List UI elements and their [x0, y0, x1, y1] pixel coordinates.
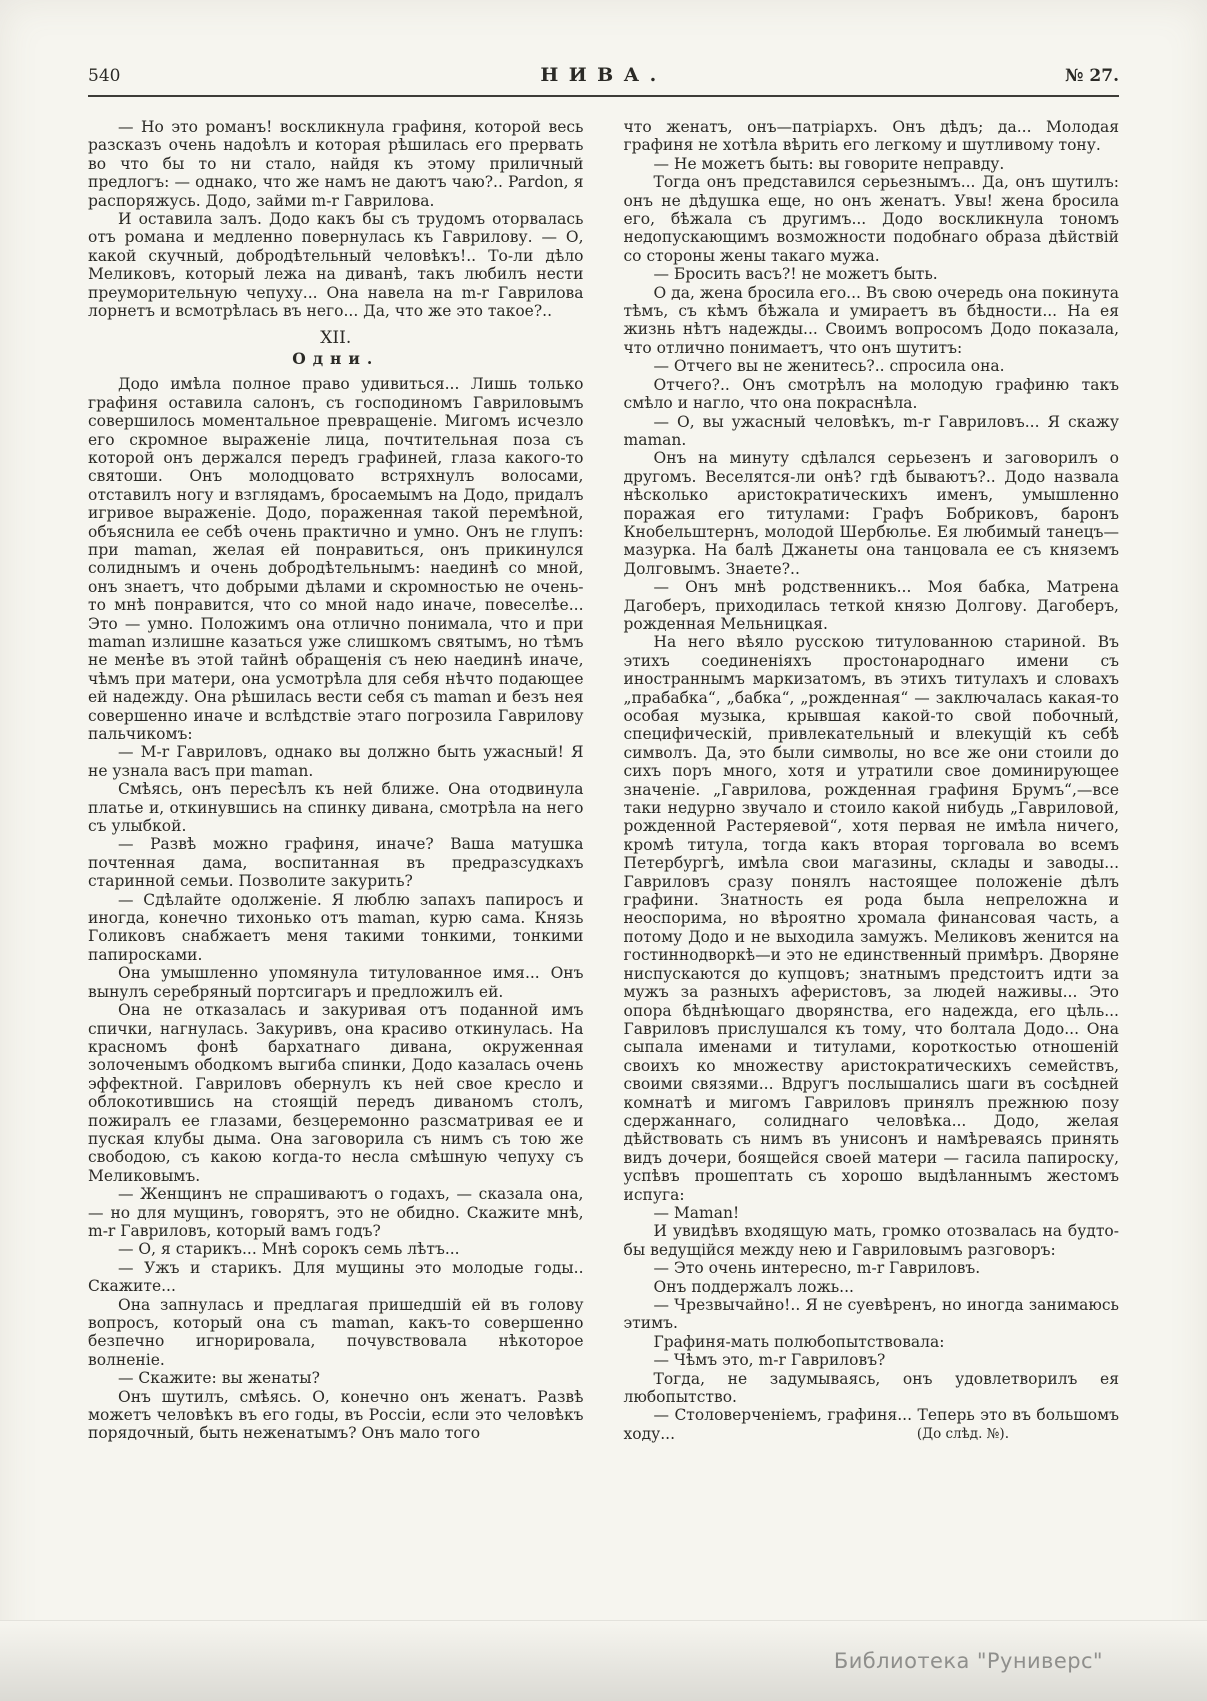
paragraph: — О, я старикъ... Мнѣ сорокъ семь лѣтъ... — [118, 1240, 460, 1259]
paragraph: Онъ поддержалъ ложь... — [653, 1277, 854, 1296]
paragraph: И увидѣвъ входящую мать, громко отозвалась на будто-бы ведущійся между нею и Гавриловымъ разговоръ: — [623, 1222, 1119, 1259]
section-heading: XII. — [320, 328, 352, 349]
paragraph: Тогда, не задумываясь, онъ удовлетворилъ ея любопытство. — [623, 1369, 1119, 1407]
paragraph: — M-r Гавриловъ, однако вы должно быть ужасный! Я не узнала васъ при maman. — [88, 743, 584, 780]
paragraph: — Не можетъ быть: вы говорите неправду. — [653, 154, 1005, 173]
paragraph: На него вѣяло русскою титулованною стариной. Въ этихъ соединеніяхъ простонароднаго имени съ иностраннымъ маркизатомъ, въ этихъ титулахъ и словахъ „прабабка“, „бабка“, „рожденная“ — заключалась какая-то особая музыка, крывшая какой-то свой побочный, специфическій, привлекательный и влекущій къ себѣ символъ. Да, это были символы, но все же они стоили до сихъ поръ много, хотя и утратили свое доминирующее значеніе. „Гаврилова, рожденная графиня Брумъ“,—все таки недурно звучало и стоило какой нибудь „Гавриловой, рожденной Растеряевой“, хотя первая не имѣла ничего, кромѣ титула, тогда какъ вторая торговала во всемъ Петербургѣ, имѣла свои магазины, склады и заводы... Гавриловъ сразу понялъ настоящее положеніе дѣлъ графини. Знатность ея рода была непреложна и неоспорима, но вѣроятно хромала финансовая часть, а потому Додо и не выходила замужъ. Меликовъ женится на гостиннодворкѣ—и это не единственный примѣръ. Дворяне ниспускаются до купцовъ; знатнымъ предстоитъ идти за мужъ за разныхъ аферистовъ, за людей наживы... Это опора бѣднѣющаго дворянства, его надежда, его цѣль... Гавриловъ прислушался къ тому, что болтала Додо... Она сыпала именами и титулами, короткостью отношеній своихъ ко множеству аристократическихъ семействъ, своими связями... Вдругъ послышались шаги въ сосѣдней комнатѣ и мигомъ Гавриловъ принялъ прежнюю позу сдержаннаго, солиднаго человѣка... Додо, желая дѣйствовать съ нимъ въ унисонъ и намѣреваясь принять видъ дочери, боящейся своей матери — гасила папироску, успѣвъ прошептать съ хорошо выдѣланнымъ жестомъ испуга: — [623, 633, 1119, 1204]
issue-number: № 27. — [1065, 66, 1120, 86]
paragraph: Тогда онъ представился серьезнымъ... Да, онъ шутилъ: онъ не дѣдушка еще, но онъ женатъ. Увы! жена бросила его, бѣжала съ другимъ... Додо воскликнула тономъ недопускающимъ возможности подобнаго образа дѣйствій со стороны жены такаго мужа. — [623, 173, 1119, 265]
paragraph: Смѣясь, онъ пересѣлъ къ ней ближе. Она отодвинула платье и, откинувшись на спинку дивана, смотрѣла на него съ улыбкой. — [88, 780, 584, 836]
paragraph: — Сдѣлайте одолженіе. Я люблю запахъ папиросъ и иногда, конечно тихонько отъ maman, курю сама. Князь Голиковъ снабжаетъ меня такими тонкими, тонкими папиросками. — [88, 890, 584, 964]
paragraph: — Бросить васъ?! не можетъ быть. — [653, 265, 938, 284]
paragraph: — Maman! — [653, 1203, 740, 1222]
continuation-note: (До слѣд. №). — [916, 1425, 1009, 1442]
paragraph: — Ужъ и старикъ. Для мущины это молодые годы.. Скажите... — [88, 1258, 584, 1296]
text-columns — [88, 118, 1119, 1443]
paragraph: — Отчего вы не женитесь?.. спросила она. — [653, 357, 1005, 376]
paragraph: — Скажите: вы женаты? — [118, 1369, 320, 1388]
paragraph: Она не отказалась и закуривая отъ поданной имъ спички, нагнулась. Закуривъ, она красиво откинулась. На красномъ фонѣ бархатнаго дивана, окруженная золоченымъ ободкомъ выгиба спинки, Додо казалась очень эффектной. Гавриловъ обернулъ къ ней свое кресло и облокотившись на стоящій передъ диваномъ столъ, пожиралъ ее глазами, безцеремонно разсматривая ее и пуская клубы дыма. Она заговорила съ нимъ съ тою же свободою, съ какою когда-то несла смѣшную чепуху съ Меликовымъ. — [88, 1001, 584, 1185]
paragraph: Она запнулась и предлагая пришедшій ей въ голову вопросъ, который она съ maman, какъ-то совершенно безпечно игнорировала, почувствовала нѣкоторое волненіе. — [88, 1295, 584, 1369]
paragraph: — Развѣ можно графиня, иначе? Ваша матушка почтенная дама, воспитанная въ предразсудкахъ старинной семьи. Позволите закурить? — [88, 835, 584, 891]
scan-footer-band — [0, 1620, 1207, 1701]
paragraph: — Столоверченіемъ, графиня... Теперь это въ большомъ ходу... — [623, 1406, 1119, 1443]
paragraph: — Чрезвычайно!.. Я не суевѣренъ, но иногда занимаюсь этимъ. — [623, 1296, 1119, 1333]
journal-title: НИВА. — [540, 64, 667, 86]
paragraph: Отчего?.. Онъ смотрѣлъ на молодую графиню такъ смѣло и нагло, что она покраснѣла. — [623, 375, 1119, 413]
paragraph: — Онъ мнѣ родственникъ... Моя бабка, Матрена Дагоберъ, приходилась теткой князю Долгову. Дагоберъ, рожденная Мельницкая. — [623, 578, 1119, 633]
right-column — [624, 118, 1120, 1443]
library-watermark: Библиотека "Руниверс" — [833, 1649, 1103, 1673]
paragraph: И оставила залъ. Додо какъ бы съ трудомъ оторвалась отъ романа и медленно повернулась къ Гаврилову. — О, какой скучный, добродѣтельный человѣкъ!.. То-ли дѣло Меликовъ, который лежа на диванѣ, такъ любилъ нести преуморительную чепуху... Она навела на m-r Гаврилова лорнетъ и всмотрѣлась въ него... Да, что же это такое?.. — [88, 210, 584, 321]
paragraph: что женатъ, онъ—патріархъ. Онъ дѣдъ; да... Молодая графиня не хотѣла вѣрить его легкому и шутливому тону. — [623, 118, 1119, 155]
paragraph: — Но это романъ! воскликнула графиня, которой весь разсказъ очень надоѣлъ и которая рѣшилась его прервать во что бы то ни стало, найдя къ этому приличный предлогъ: — однако, что же намъ не даютъ чаю?.. Pardon, я распоряжусь. Додо, займи m-r Гаврилова. — [88, 118, 584, 210]
paragraph: Графиня-мать полюбопытствовала: — [653, 1332, 945, 1351]
section-heading: Одни. — [292, 348, 380, 368]
page-header — [88, 64, 1119, 97]
paragraph: Онъ на минуту сдѣлался серьезенъ и заговорилъ о другомъ. Веселятся-ли онѣ? гдѣ бываютъ?.. Додо назвала нѣсколько аристократическихъ именъ, умышленно поражая его титулами: Графъ Бобриковъ, баронъ Кнобельштернъ, молодой Шербюлье. Ея любимый танецъ—мазурка. На балѣ Джанеты она танцовала ее съ княземъ Долговымъ. Знаете?.. — [623, 449, 1119, 578]
paragraph: — О, вы ужасный человѣкъ, m-r Гавриловъ... Я скажу maman. — [623, 412, 1119, 449]
paragraph: О да, жена бросила его... Въ свою очередь она покинута тѣмъ, съ кѣмъ бѣжала и умираетъ въ бѣдности... На ея жизнь нѣтъ надежды... Своимъ вопросомъ Додо показала, что отлично понимаетъ, что онъ шутитъ: — [623, 283, 1119, 357]
left-column — [88, 118, 584, 1443]
paragraph: Она умышленно упомянула титулованное имя... Онъ вынулъ серебряный портсигаръ и предложилъ ей. — [88, 964, 584, 1001]
page-number: 540 — [88, 66, 121, 86]
paragraph: Онъ шутилъ, смѣясь. О, конечно онъ женатъ. Развѣ можетъ человѣкъ въ его годы, въ Россіи, если это человѣкъ порядочный, быть неженатымъ? Онъ мало того — [88, 1387, 584, 1443]
paragraph: — Чѣмъ это, m-r Гавриловъ? — [653, 1351, 886, 1370]
paragraph: — Женщинъ не спрашиваютъ о годахъ, — сказала она, — но для мущинъ, говорятъ, это не обидно. Скажите мнѣ, m-r Гавриловъ, который вамъ годъ? — [88, 1185, 584, 1240]
paragraph: — Это очень интересно, m-r Гавриловъ. — [653, 1259, 981, 1278]
paragraph: Додо имѣла полное право удивиться... Лишь только графиня оставила салонъ, съ господиномъ Гавриловымъ совершилось моментальное превращеніе. Мигомъ исчезло его скромное выраженіе лица, почтительная поза съ которой онъ держался передъ графиней, глаза какого-то святоши. Онъ молодцовато встряхнулъ волосами, отставилъ ногу и взглядамъ, бросаемымъ на Додо, придалъ игривое выраженіе. Додо, пораженная такой перемѣной, объяснила ее себѣ очень практично и умно. Онъ не глупъ: при maman, желая ей понравиться, онъ прикинулся солиднымъ и очень добродѣтельнымъ: наединѣ со мной, онъ знаетъ, что добрыми дѣлами и скромностью не очень-то мнѣ понравится, что со мной надо иначе, повеселѣе... Это — умно. Положимъ она отлично понимала, что и при maman излишне казаться уже слишкомъ святымъ, но тѣмъ не менѣе въ этой тайнѣ обращенія съ нею наединѣ иначе, чѣмъ при матери, она усмотрѣла для себя нѣчто подающее ей надежду. Она рѣшилась вести себя съ maman и безъ нея совершенно иначе и вслѣдствіе этаго погрозила Гаврилову пальчикомъ: — [88, 375, 584, 743]
